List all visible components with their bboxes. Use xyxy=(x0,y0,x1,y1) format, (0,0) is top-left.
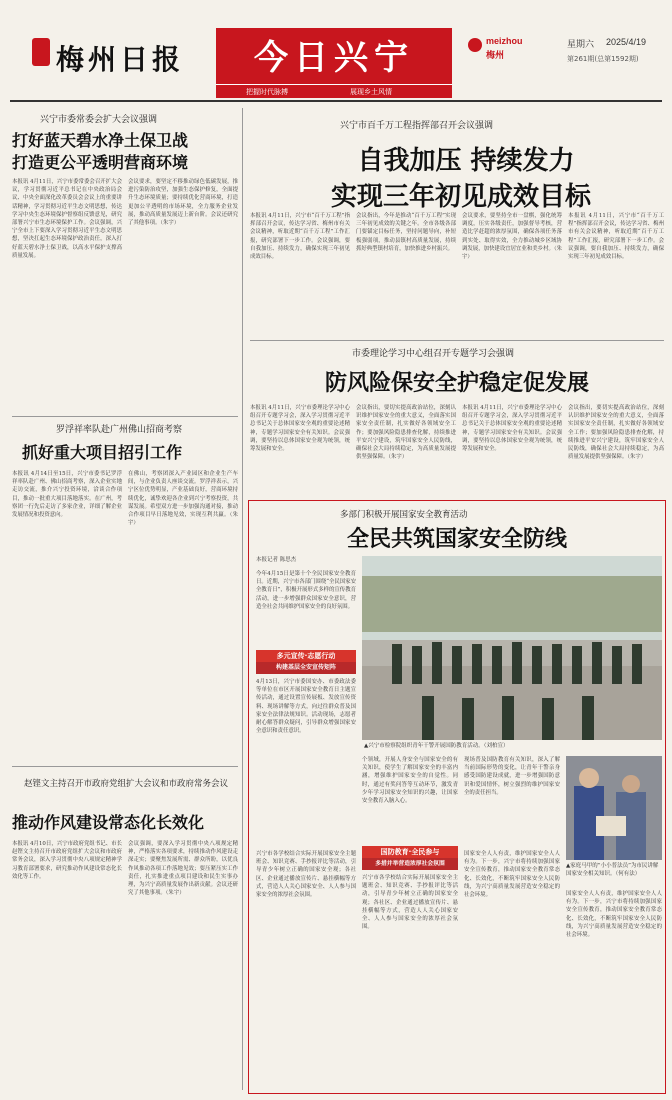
feature-photo-scene xyxy=(362,556,662,740)
main3-body-f-col4: 国家安全人人有责，维护国家安全人人有为。下一步，兴宁市将持续加强国家安全宣传教育，推动国家安全教育常态化、长效化，不断筑牢国家安全人民防线，为兴宁高质量发展营造安全稳定的社会环境。 xyxy=(566,891,662,939)
left1-title-line2: 打造更公平透明营商环境 xyxy=(12,153,189,172)
issue-date: 2025/4/19 xyxy=(606,37,647,47)
left2-kicker: 罗浮祥率队赴广州佛山招商考察 xyxy=(56,425,183,435)
main2-title: 防风险保安全护稳定促发展 xyxy=(324,371,589,396)
main3-kicker: 多部门积极开展国家安全教育活动 xyxy=(340,510,468,520)
section-rule xyxy=(250,340,664,341)
volunteer-photo xyxy=(566,756,662,860)
section-rule xyxy=(12,416,238,417)
feature-photo-caption: ▲兴宁市检察院组织青年干警开展国防教育活动。（刘柏宣） xyxy=(364,743,509,749)
slogan-bar xyxy=(216,84,452,98)
left2-body-b: 在佛山，考察团深入产业园区和企业生产车间，与企业负责人座谈交流。罗浮祥表示，兴宁区位优势明显，产业基础良好，营商环境持续优化，诚挚欢迎各企业到兴宁考察投资，共谋发展。希望双方进一步加强沟通对接，推动合作项目早日落地见效，实现互利共赢。（朱宇） xyxy=(128,471,238,527)
brand-chinese: 梅州 xyxy=(486,51,505,61)
volunteer-photo-scene xyxy=(566,756,662,860)
main3-band-1b: 构建基层全安宣传矩阵 xyxy=(256,662,356,674)
left2-body-a: 本报讯 4月14日至15日，兴宁市委书记罗浮祥率队赴广州、佛山招商考察，深入企业实地走访交流，推介兴宁投资环境，洽谈合作项目，推动一批重大项目落地落实。在广州，考察团一行先后走访了多家企业，详细了解企业发展情况和投资意向。 xyxy=(12,471,122,519)
masthead xyxy=(0,0,672,100)
main1-title-line2: 实现三年初见成效目标 xyxy=(330,182,591,212)
section-rule xyxy=(12,766,238,767)
left1-body-b: 会议要求，要坚定不移推动绿色低碳发展，推进污染防治攻坚，加强生态保护修复，全面提升生态环境质量；要持续优化营商环境，打造更加公平透明的市场环境，全力服务企业发展，推动高质量发展迈上新台阶。会议还研究了其他事项。（朱宇） xyxy=(128,179,238,227)
main1-kicker: 兴宁市百千万工程指挥部召开会议强调 xyxy=(340,121,494,131)
main3-band-2b: 多措并举营造浓厚社会氛围 xyxy=(362,858,458,870)
paper-logo-icon xyxy=(32,38,50,66)
main3-title: 全民共筑国家安全防线 xyxy=(346,527,567,552)
column-divider xyxy=(242,108,243,1090)
main1-body-b: 会议指出，今年是推动“百千万工程”实现三年初见成效的关键之年。全市各级各部门要锚定目标任务，坚持问题导向，补短板强弱项，推动县镇村高质量发展，持续抓好典型镇村培育，加快推进乡村振兴。 xyxy=(356,213,456,252)
slogan-right: 展现乡土风情 xyxy=(350,88,392,96)
main3-body-c: 个领域，开展人身安全与国家安全的有关知识，使学生了解国家安全的丰富内涵，增强维护国家安全的自觉性。同时，通过有奖问答等互动环节，激发青少年学习国家安全知识的兴趣，让国家安全教育入脑入心。 xyxy=(362,757,458,805)
daily-title-box xyxy=(216,28,452,84)
left3-body-a: 本报讯 4月10日，兴宁市政府党组书记、市长赵铿文主持召开市政府党组扩大会议和市政府常务会议，深入学习贯彻中央八项规定精神学习教育部署要求，研究推动作风建设常态化长效化等工作。 xyxy=(12,841,122,880)
masthead-rule xyxy=(10,100,662,102)
main2-body-b: 会议指出，要切实提高政治站位，深刻认识维护国家安全的重大意义，全面落实国家安全责任制，扎实做好各领域安全工作；要加强风险隐患排查化解，持续推进平安兴宁建设，筑牢国家安全人民防线，确保社会大局持续稳定，为高质量发展提供坚强保障。（朱宇） xyxy=(356,405,456,461)
left3-kicker: 赵铿文主持召开市政府党组扩大会议和市政府常务会议 xyxy=(24,779,229,789)
main3-body-e-col1: 兴宁市各学校结合实际开展国家安全主题班会、知识竞赛、手抄报评比等活动，引导青少年树立正确的国家安全观；各社区、企业通过播放宣传片、悬挂横幅等方式，营造人人关心国家安全、人人参与国家安全的浓厚社会氛围。 xyxy=(256,851,356,899)
main3-body-a: 今年4月15日是第十个全民国家安全教育日。近期，兴宁市各部门围绕“全民国家安全教育日”，积极开展形式多样的宣传教育活动，进一步增强群众国家安全意识，营造全社会共同维护国家安全的良好氛围。 xyxy=(256,571,356,610)
main3-band-1: 多元宣传·志愿行动 xyxy=(256,650,356,662)
volunteer-photo-caption: ▲家庭马甲的“小小普法员”为市民讲解国家安全相关知识。（何有法） xyxy=(566,863,659,877)
daily-title: 今日兴宁 xyxy=(254,38,414,78)
main3-body-e: 兴宁市各学校结合实际开展国家安全主题班会、知识竞赛、手抄报评比等活动，引导青少年树立正确的国家安全观；各社区、企业通过播放宣传片、悬挂横幅等方式，营造人人关心国家安全、人人参与国家安全的浓厚社会氛围。 xyxy=(362,875,458,931)
feature-photo xyxy=(362,556,662,740)
main3-body-d: 现场普及国防教育有关知识，深入了解当前国际形势的变化，让青年干警亲身感受国防建设成就，进一步增强国防意识和爱国情怀，树立强烈的维护国家安全的责任担当。 xyxy=(464,757,560,796)
main3-band-2: 国防教育·全民参与 xyxy=(362,846,458,858)
left1-kicker: 兴宁市委常委会扩大会议强调 xyxy=(40,115,158,125)
paper-name: 梅州日报 xyxy=(56,43,185,76)
main2-body-c: 本报讯 4月11日，兴宁市委理论学习中心组召开专题学习会，深入学习贯彻习近平总书记关于总体国家安全观的重要论述精神，专题学习国家安全有关知识。会议强调，要坚持以总体国家安全观为统领，统筹发展和安全。 xyxy=(462,405,562,453)
main1-body-c: 会议要求，要坚持全市一盘棋，强化统筹调度，压实各级责任，加强督导考核，营造比学赶超的浓厚氛围，确保各项任务落到实处、取得实效，全力推动城乡区域协调发展，加快建设宜居宜业和美乡村。（朱宇） xyxy=(462,213,562,261)
main2-body-d: 会议指出，要切实提高政治站位，深刻认识维护国家安全的重大意义，全面落实国家安全责任制，扎实做好各领域安全工作；要加强风险隐患排查化解，持续推进平安兴宁建设，筑牢国家安全人民防线，确保社会大局持续稳定，为高质量发展提供坚强保障。（朱宇） xyxy=(568,405,664,461)
main1-title-line1: 自我加压 持续发力 xyxy=(357,146,575,176)
left1-body-a: 本报讯 4月11日，兴宁市委常委会召开扩大会议，学习贯彻习近平总书记在中央政治局会议、中央全面深化改革委员会会议上的重要讲话精神，学习贯彻习近平生态文明思想，传达学习中央生态环境保护督察组反馈意见，研究部署兴宁市生态环境保护工作。会议强调，兴宁全市上下要深入学习贯彻习近平生态文明思想，坚决扛起生态环境保护政治责任，深入打好蓝天碧水净土保卫战，以高水平保护支撑高质量发展。 xyxy=(12,179,122,259)
brand-latin: meizhou xyxy=(486,36,523,46)
weekday: 星期六 xyxy=(567,40,595,50)
main1-body-a: 本报讯 4月11日，兴宁市“百千万工程”指挥部召开会议，传达学习省、梅州市有关会议精神，听取近期“百千万工程”工作汇报，研究部署下一步工作。会议强调，要自我加压、持续发力，确保实现三年初见成效目标。 xyxy=(250,213,350,261)
left2-title: 抓好重大项目招引工作 xyxy=(22,443,183,462)
main3-body-b: 4月13日，兴宁市委国安办、市委政法委等单位在市区开展国家安全教育日主题宣传活动，通过设置宣传展板、发放宣传资料、现场讲解等方式，向过往群众普及国家安全法律法规知识。活动现场，志愿者耐心解答群众疑问，引导群众增强国家安全意识和责任意识。 xyxy=(256,679,356,735)
main3-body-f: 国家安全人人有责，维护国家安全人人有为。下一步，兴宁市将持续加强国家安全宣传教育，推动国家安全教育常态化、长效化，不断筑牢国家安全人民防线，为兴宁高质量发展营造安全稳定的社会环境。 xyxy=(464,851,560,899)
main2-body-a: 本报讯 4月11日，兴宁市委理论学习中心组召开专题学习会，深入学习贯彻习近平总书记关于总体国家安全观的重要论述精神，专题学习国家安全有关知识。会议强调，要坚持以总体国家安全观为统领，统筹发展和安全。 xyxy=(250,405,350,453)
meizhou-brand-icon xyxy=(468,38,482,52)
left1-title-line1: 打好蓝天碧水净土保卫战 xyxy=(12,131,189,150)
left3-title: 推动作风建设常态化长效化 xyxy=(12,813,205,832)
slogan-left: 把握时代脉搏 xyxy=(246,88,288,96)
main1-body-d: 本报讯 4月11日，兴宁市“百千万工程”指挥部召开会议，传达学习省、梅州市有关会议精神，听取近期“百千万工程”工作汇报，研究部署下一步工作。会议强调，要自我加压、持续发力，确保实现三年初见成效目标。 xyxy=(568,213,664,261)
main3-byline: 本报记者 陈思杰 xyxy=(256,557,297,563)
issue-number: 第261期(总第1592期) xyxy=(567,55,639,63)
left3-body-b: 会议强调，要深入学习贯彻中央八项规定精神，严格落实各项要求，持续推动作风建设走深走实；要聚焦发展所需、群众所盼，以优良作风推动各项工作落地见效；要压紧压实工作责任，扎实推进重点项目建设和民生实事办理，为兴宁高质量发展作出新贡献。会议还研究了其他事项。（朱宇） xyxy=(128,841,238,897)
main2-kicker: 市委理论学习中心组召开专题学习会强调 xyxy=(352,349,515,359)
